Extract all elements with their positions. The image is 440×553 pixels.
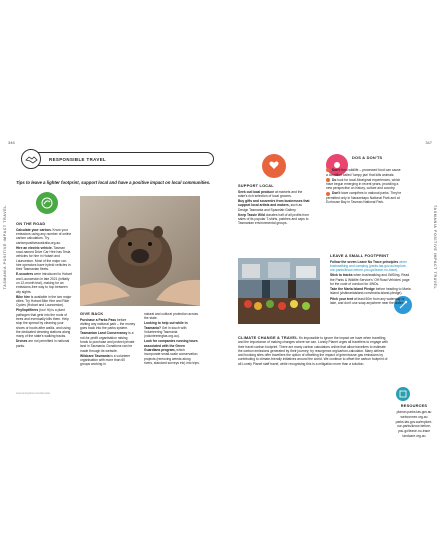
on-the-road-section	[16, 222, 72, 349]
wombat-photo	[80, 196, 200, 306]
give-back-continued	[144, 312, 200, 366]
resources-heading: RESOURCES	[400, 403, 428, 408]
list-item: Bike hire is available in the two major cities. Try Hobart Bike Hire and Ride Cycles (Hobart and Launceston).	[16, 294, 72, 308]
give-back-heading: GIVE BACK	[80, 311, 104, 316]
list-item: Buy gifts and souvenirs from businesses that support local artists and makers, such as Design Tasmania and Spacelab Gallery.	[238, 199, 310, 212]
list-item: natural and cultural protection across the state.	[144, 312, 199, 321]
list-item: Seek out local produce at markets and the state's rich selection of local grocers.	[238, 189, 303, 199]
list-item: E-scooters were introduced to Hobart and Launceston in late 2021 (initially on 12-month trial), making for an emissions-free way to hop between city sights.	[16, 272, 72, 294]
list-item: Wildcare Tasmania is a volunteer organisation with more than 60 groups working in	[80, 353, 131, 367]
list-item: Don't feed wildlife – processed food can cause a condition called 'lumpy jaw' that kills animals.	[326, 168, 401, 177]
list-item: Take the Maria Island Pledge before heading to Maria Island (visitmariaisland.com/maria-island-pledge).	[330, 287, 411, 296]
list-item: Do look for local Aboriginal experiences, which have begun emerging in recent years, providing a new perspective on history, culture and country.	[326, 177, 401, 191]
banner-title: RESPONSIBLE TRAVEL	[49, 156, 107, 162]
list-item: Calculate your carbon. Know your emissions using any number of online carbon calculators. Try carbonpositiveaustralia.org.au.	[16, 227, 72, 245]
page-number-left: 346	[8, 140, 15, 145]
intro-text: Tips to leave a lighter footprint, support local and have a positive impact on local communities.	[16, 180, 211, 185]
handshake-icon	[21, 149, 41, 169]
climate-text: It's impossible to ignore the impact we have when travelling, and the importance of making changes where we can. Lonely Planet urges all travellers to engage with their travel carbon footprint. There are many carbon calculators online that allow travellers to estimate the carbon emissions generated by their journey; try resurgence.org/carbon-calculator. Many airlines and booking sites offer travellers the option of offsetting the impact of greenhouse gas emissions by contributing to climate-friendly initiatives around the world. We continue to offset the carbon footprint of all Lonely Planet staff travel, while recognising this is a mitigation more than a solution.	[238, 336, 388, 366]
resource-link[interactable]: parks.tas.gov.au/explore-our-parks/know-before-you-go/leave-no-trace	[395, 419, 433, 433]
small-footprint-section	[330, 254, 412, 306]
list-item: Hire an electric vehicle. Tasman road-named Drive Car Hire has Tesla vehicles for hire in Hobart and Launceston. Most of the major car-hire operators have hybrid vehicles in their Tasmanian fleets.	[16, 245, 71, 272]
resources-icon	[396, 387, 410, 401]
resource-link[interactable]: planon.parks.tas.gov.au	[396, 409, 432, 414]
list-item: Pitch your tent at least 50m from any waterway or lake, and don't use soap anywhere near the water.	[330, 296, 405, 305]
market-photo	[238, 258, 320, 324]
page-footer: www.lonelyplanet.com/tasmania	[16, 392, 51, 395]
resources-section	[394, 404, 434, 439]
list-item: Tasmanian Land Conservancy is a not-for-profit organisation raising funds to purchase and protect private land in Tasmania. Donations can be made through its website.	[80, 331, 135, 353]
climate-heading: CLIMATE CHANGE & TRAVEL	[238, 335, 298, 340]
list-item: Don't have campfires in national parks. They're permitted only in Narawntapu National Park and at Ecrhouse Bay in Tasman National Park.	[326, 191, 402, 204]
climate-change-section	[238, 336, 390, 366]
list-item: Purchase a Parks Pass before visiting any national park – the money goes back into the parks system.	[80, 317, 136, 331]
give-back-section	[80, 312, 136, 367]
list-item: Drones are not permitted in national parks.	[16, 339, 70, 348]
list-item: Stick to tracks when bushwalking and 4WDing. Read the Parks & Wildlife Service's 'Off Road Vehicles' page for the code of conduct for 4WDs.	[330, 273, 410, 287]
on-the-road-heading: ON THE ROAD	[16, 221, 46, 226]
leaf-car-icon	[36, 192, 58, 214]
list-item: Looking to help out while in Tasmania? Get in touch with Volunteering Tasmania (volunteeringtas.org.au).	[144, 321, 188, 339]
side-label-right: TASMANIA POSITIVE IMPACT TRAVEL	[433, 205, 437, 290]
side-label-left: TASMANIA POSITIVE IMPACT TRAVEL	[3, 205, 7, 290]
support-local-heading: SUPPORT LOCAL	[238, 183, 274, 188]
small-footprint-heading: LEAVE A SMALL FOOTPRINT	[330, 253, 389, 258]
support-local-section	[238, 184, 310, 227]
resource-link[interactable]: webconnex.org.au	[400, 414, 428, 419]
section-banner	[24, 152, 214, 166]
list-item: Keep Tassie Wild donates half of all profits from sales of its popular T-shirts, patches and caps to Tasmanian environmental groups.	[238, 212, 310, 226]
hands-heart-icon	[262, 154, 286, 178]
resource-link[interactable]: landcare.org.au	[402, 433, 426, 438]
page-number-right: 347	[425, 140, 432, 145]
list-item: Look for companies running tours associated with the Green Guardians program, which incorporate small-scale conservation projects (removing weeds along rivers, standard surveys etc) into trips.	[144, 339, 200, 365]
dos-donts-heading: DOS & DON'TS	[352, 155, 383, 160]
dos-donts-section	[326, 156, 402, 205]
list-item: Follow the seven Leave No Trace principles when bushwalking and camping (parks.tas.gov.au/explore-our-parks/know-before-you-go/leave-no-trace).	[330, 259, 407, 273]
list-item: Phylloptifirers (roo! ht) is a plant pathogen that gets into the roots of trees and eventually kills them. Help stop the spread by cleaning your shoes or boots after walks, and using the dedicated cleaning stations along many of the state's walking tracks.	[16, 308, 71, 339]
